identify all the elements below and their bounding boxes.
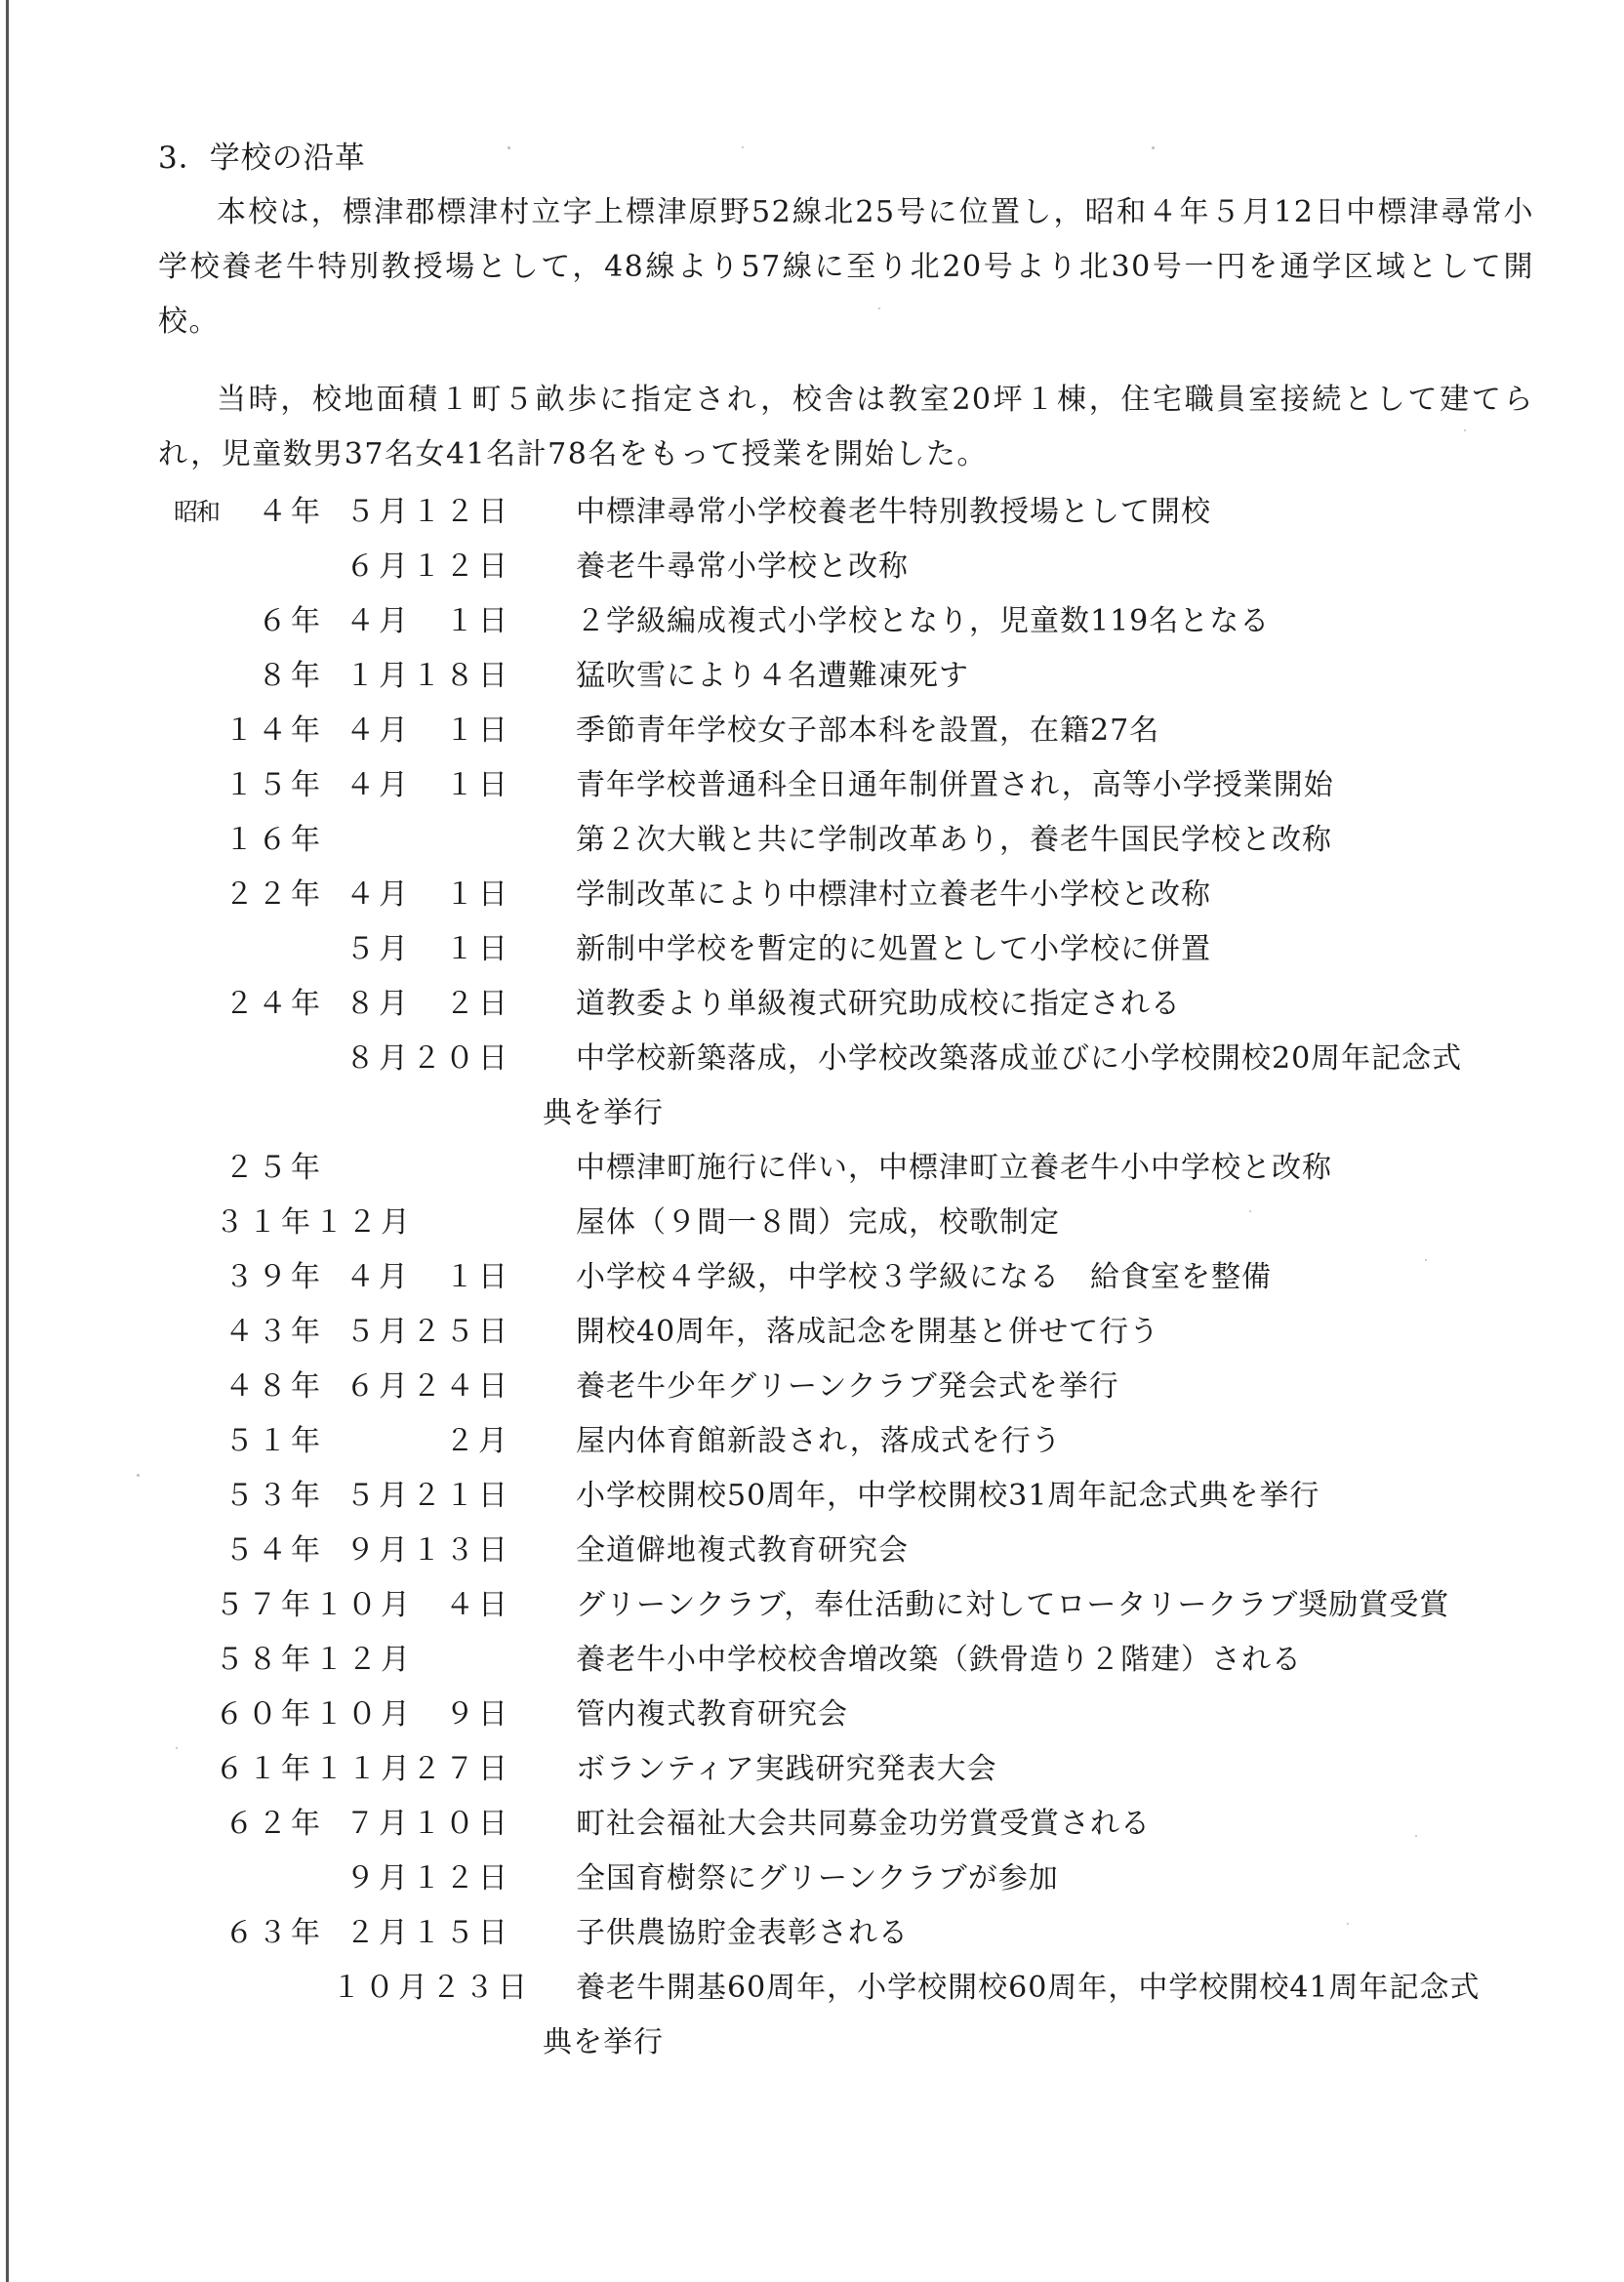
history-year: ６２年	[224, 1807, 324, 1841]
history-date: ４月 １日	[345, 713, 511, 748]
history-event	[576, 758, 1537, 813]
history-event-text: 青年学校普通科全日通年制併置され，高等小学授業開始	[576, 768, 1334, 802]
history-date: ２月１５日	[345, 1916, 511, 1950]
era-label: 昭和	[174, 498, 220, 526]
history-row	[0, 868, 1624, 922]
history-event	[576, 813, 1537, 868]
history-event-text: 屋内体育館新設され，落成式を行う	[576, 1424, 1062, 1458]
history-year: ２２年	[224, 877, 324, 912]
history-event	[576, 540, 1537, 594]
history-row	[0, 1414, 1624, 1469]
history-row	[0, 1141, 1624, 1196]
history-event	[543, 1032, 1537, 1141]
history-event-text: 学制改革により中標津村立養老牛小学校と改称	[576, 877, 1211, 912]
history-date: ４月 １日	[345, 877, 511, 912]
history-row	[0, 1032, 1624, 1141]
history-year: ３９年	[224, 1260, 324, 1294]
history-date: ９月１２日	[345, 1861, 511, 1895]
scan-speck	[176, 1747, 178, 1749]
history-event	[576, 1633, 1537, 1688]
history-row	[0, 485, 1624, 540]
scan-speck	[1415, 1835, 1417, 1837]
history-row	[0, 704, 1624, 758]
history-row	[0, 1961, 1624, 2070]
history-event	[576, 1305, 1537, 1360]
history-year: １４年	[224, 713, 324, 748]
history-year: ８年	[258, 659, 324, 693]
history-row	[0, 649, 1624, 704]
history-row	[0, 813, 1624, 868]
history-event	[576, 1852, 1537, 1906]
history-event-text: 新制中学校を暫定的に処置として小学校に併置	[576, 932, 1211, 966]
history-event-text: 小学校４学級，中学校３学級になる 給食室を整備	[576, 1260, 1272, 1294]
history-event	[576, 1688, 1537, 1742]
history-event-text: 管内複式教育研究会	[576, 1697, 848, 1732]
history-event	[576, 1414, 1537, 1469]
scan-speck	[508, 146, 510, 149]
history-event-text: 養老牛少年グリーンクラブ発会式を挙行	[576, 1369, 1119, 1404]
history-event	[576, 1141, 1537, 1196]
history-event	[576, 485, 1537, 540]
scan-speck	[1249, 1210, 1251, 1212]
history-event	[576, 1469, 1537, 1524]
history-year: ６１年１１月	[215, 1752, 414, 1786]
history-event	[576, 1797, 1537, 1852]
history-year: ５８年１２月	[215, 1643, 414, 1677]
history-row	[0, 1360, 1624, 1414]
history-year: ４３年	[224, 1315, 324, 1349]
history-event	[576, 1196, 1537, 1250]
history-event-continuation: 典を挙行	[543, 1096, 664, 1130]
history-event-text: 養老牛小中学校校舎増改築（鉄骨造り２階建）される	[576, 1643, 1302, 1677]
history-event	[576, 649, 1537, 704]
history-row	[0, 1250, 1624, 1305]
history-event	[543, 1961, 1537, 2070]
history-row	[0, 594, 1624, 649]
history-event-text: 養老牛開基60周年，小学校開校60周年，中学校開校41周年記念式	[576, 1971, 1481, 2005]
history-date: ４月 １日	[345, 1260, 511, 1294]
history-row	[0, 922, 1624, 977]
history-row	[0, 1578, 1624, 1633]
history-event-text: 中標津尋常小学校養老牛特別教授場として開校	[576, 495, 1211, 529]
history-date: ８月２０日	[345, 1041, 511, 1076]
history-date: ８月 ２日	[345, 987, 511, 1021]
history-year: ５１年	[224, 1424, 324, 1458]
history-event-continuation: 典を挙行	[543, 2025, 664, 2059]
history-date: ６月２４日	[345, 1369, 511, 1404]
history-event-text: 道教委より単級複式研究助成校に指定される	[576, 987, 1181, 1021]
history-year: １６年	[224, 823, 324, 857]
history-row	[0, 1852, 1624, 1906]
history-event	[576, 977, 1537, 1032]
history-date: ４月 １日	[345, 768, 511, 802]
history-year: ５３年	[224, 1479, 324, 1513]
history-row	[0, 1906, 1624, 1961]
scan-speck	[742, 146, 744, 148]
history-event-text: 養老牛尋常小学校と改称	[576, 550, 909, 584]
history-row	[0, 1797, 1624, 1852]
history-date: ９月１３日	[345, 1533, 511, 1568]
history-date: １０月２３日	[332, 1971, 531, 2005]
history-event-text: 小学校開校50周年，中学校開校31周年記念式典を挙行	[576, 1479, 1320, 1513]
history-date: ５月１２日	[345, 495, 511, 529]
history-event	[576, 1742, 1537, 1797]
history-row	[0, 1688, 1624, 1742]
history-date: ６月１２日	[345, 550, 511, 584]
history-date: ５月２１日	[345, 1479, 511, 1513]
history-date: ７月１０日	[345, 1807, 511, 1841]
intro-paragraph-1: 本校は，標津郡標津村立字上標津原野52線北25号に位置し，昭和４年５月12日中標津尋常小学校養老牛特別教授場として，48線より57線に至り北20号より北30号一円を通学区域として開校。	[158, 195, 1534, 339]
history-event-text: 第２次大戦と共に学制改革あり，養老牛国民学校と改称	[576, 823, 1332, 857]
history-event-text: 全国育樹祭にグリーンクラブが参加	[576, 1861, 1059, 1895]
history-event	[576, 594, 1537, 649]
history-date: ５月 １日	[345, 932, 511, 966]
history-year: ２４年	[224, 987, 324, 1021]
history-row	[0, 1469, 1624, 1524]
history-date: ４月 １日	[345, 604, 511, 638]
history-timeline	[0, 485, 1624, 2070]
history-event	[576, 1906, 1537, 1961]
history-date: ４日	[445, 1588, 511, 1622]
history-date: ２月	[445, 1424, 511, 1458]
history-year: ６０年１０月	[215, 1697, 414, 1732]
history-event-text: ボランティア実践研究発表大会	[576, 1752, 997, 1786]
section-heading: 3．学校の沿革	[158, 141, 366, 176]
history-event-text: 中学校新築落成，小学校改築落成並びに小学校開校20周年記念式	[576, 1041, 1463, 1076]
history-event	[576, 868, 1537, 922]
history-event-text: 町社会福祉大会共同募金功労賞受賞される	[576, 1807, 1151, 1841]
intro-paragraph-2: 当時，校地面積１町５畝歩に指定され，校舎は教室20坪１棟，住宅職員室接続として建てられ，児童数男37名女41名計78名をもって授業を開始した。	[158, 383, 1534, 471]
history-year: ３１年１２月	[215, 1205, 414, 1240]
history-event-text: 開校40周年，落成記念を開基と併せて行う	[576, 1315, 1160, 1349]
scan-speck	[1464, 429, 1466, 431]
history-date: ２７日	[412, 1752, 511, 1786]
history-row	[0, 1305, 1624, 1360]
history-event	[576, 1250, 1537, 1305]
history-event	[576, 922, 1537, 977]
history-event-text: ２学級編成複式小学校となり，児童数119名となる	[576, 604, 1271, 638]
history-year: ４年	[258, 495, 324, 529]
history-row	[0, 758, 1624, 813]
history-row	[0, 1742, 1624, 1797]
scan-speck	[1425, 1259, 1427, 1261]
history-row	[0, 1524, 1624, 1578]
scan-speck	[878, 307, 880, 309]
scan-speck	[1152, 146, 1155, 149]
history-event-text: 全道僻地複式教育研究会	[576, 1533, 909, 1568]
scan-speck	[1347, 1923, 1349, 1925]
history-event-text: 猛吹雪により４名遭難凍死す	[576, 659, 969, 693]
scan-speck	[137, 1474, 140, 1477]
history-date: ５月２５日	[345, 1315, 511, 1349]
history-event	[576, 704, 1537, 758]
history-event	[576, 1578, 1537, 1633]
history-event-text: 子供農協貯金表彰される	[576, 1916, 909, 1950]
history-year: ２５年	[224, 1151, 324, 1185]
history-row	[0, 1633, 1624, 1688]
history-date: ９日	[445, 1697, 511, 1732]
history-row	[0, 977, 1624, 1032]
history-row	[0, 1196, 1624, 1250]
history-row	[0, 540, 1624, 594]
history-year: ６年	[258, 604, 324, 638]
history-event-text: 屋体（９間一８間）完成，校歌制定	[576, 1205, 1060, 1240]
history-event	[576, 1524, 1537, 1578]
history-event-text: グリーンクラブ，奉仕活動に対してロータリークラブ奨励賞受賞	[576, 1588, 1450, 1622]
history-event-text: 季節青年学校女子部本科を設置，在籍27名	[576, 713, 1160, 748]
history-event-text: 中標津町施行に伴い，中標津町立養老牛小中学校と改称	[576, 1151, 1332, 1185]
intro-text	[158, 185, 1534, 506]
history-date: １月１８日	[345, 659, 511, 693]
history-year: ６３年	[224, 1916, 324, 1950]
history-event	[576, 1360, 1537, 1414]
history-year: １５年	[224, 768, 324, 802]
history-year: ４８年	[224, 1369, 324, 1404]
history-year: ５４年	[224, 1533, 324, 1568]
history-year: ５７年１０月	[215, 1588, 414, 1622]
